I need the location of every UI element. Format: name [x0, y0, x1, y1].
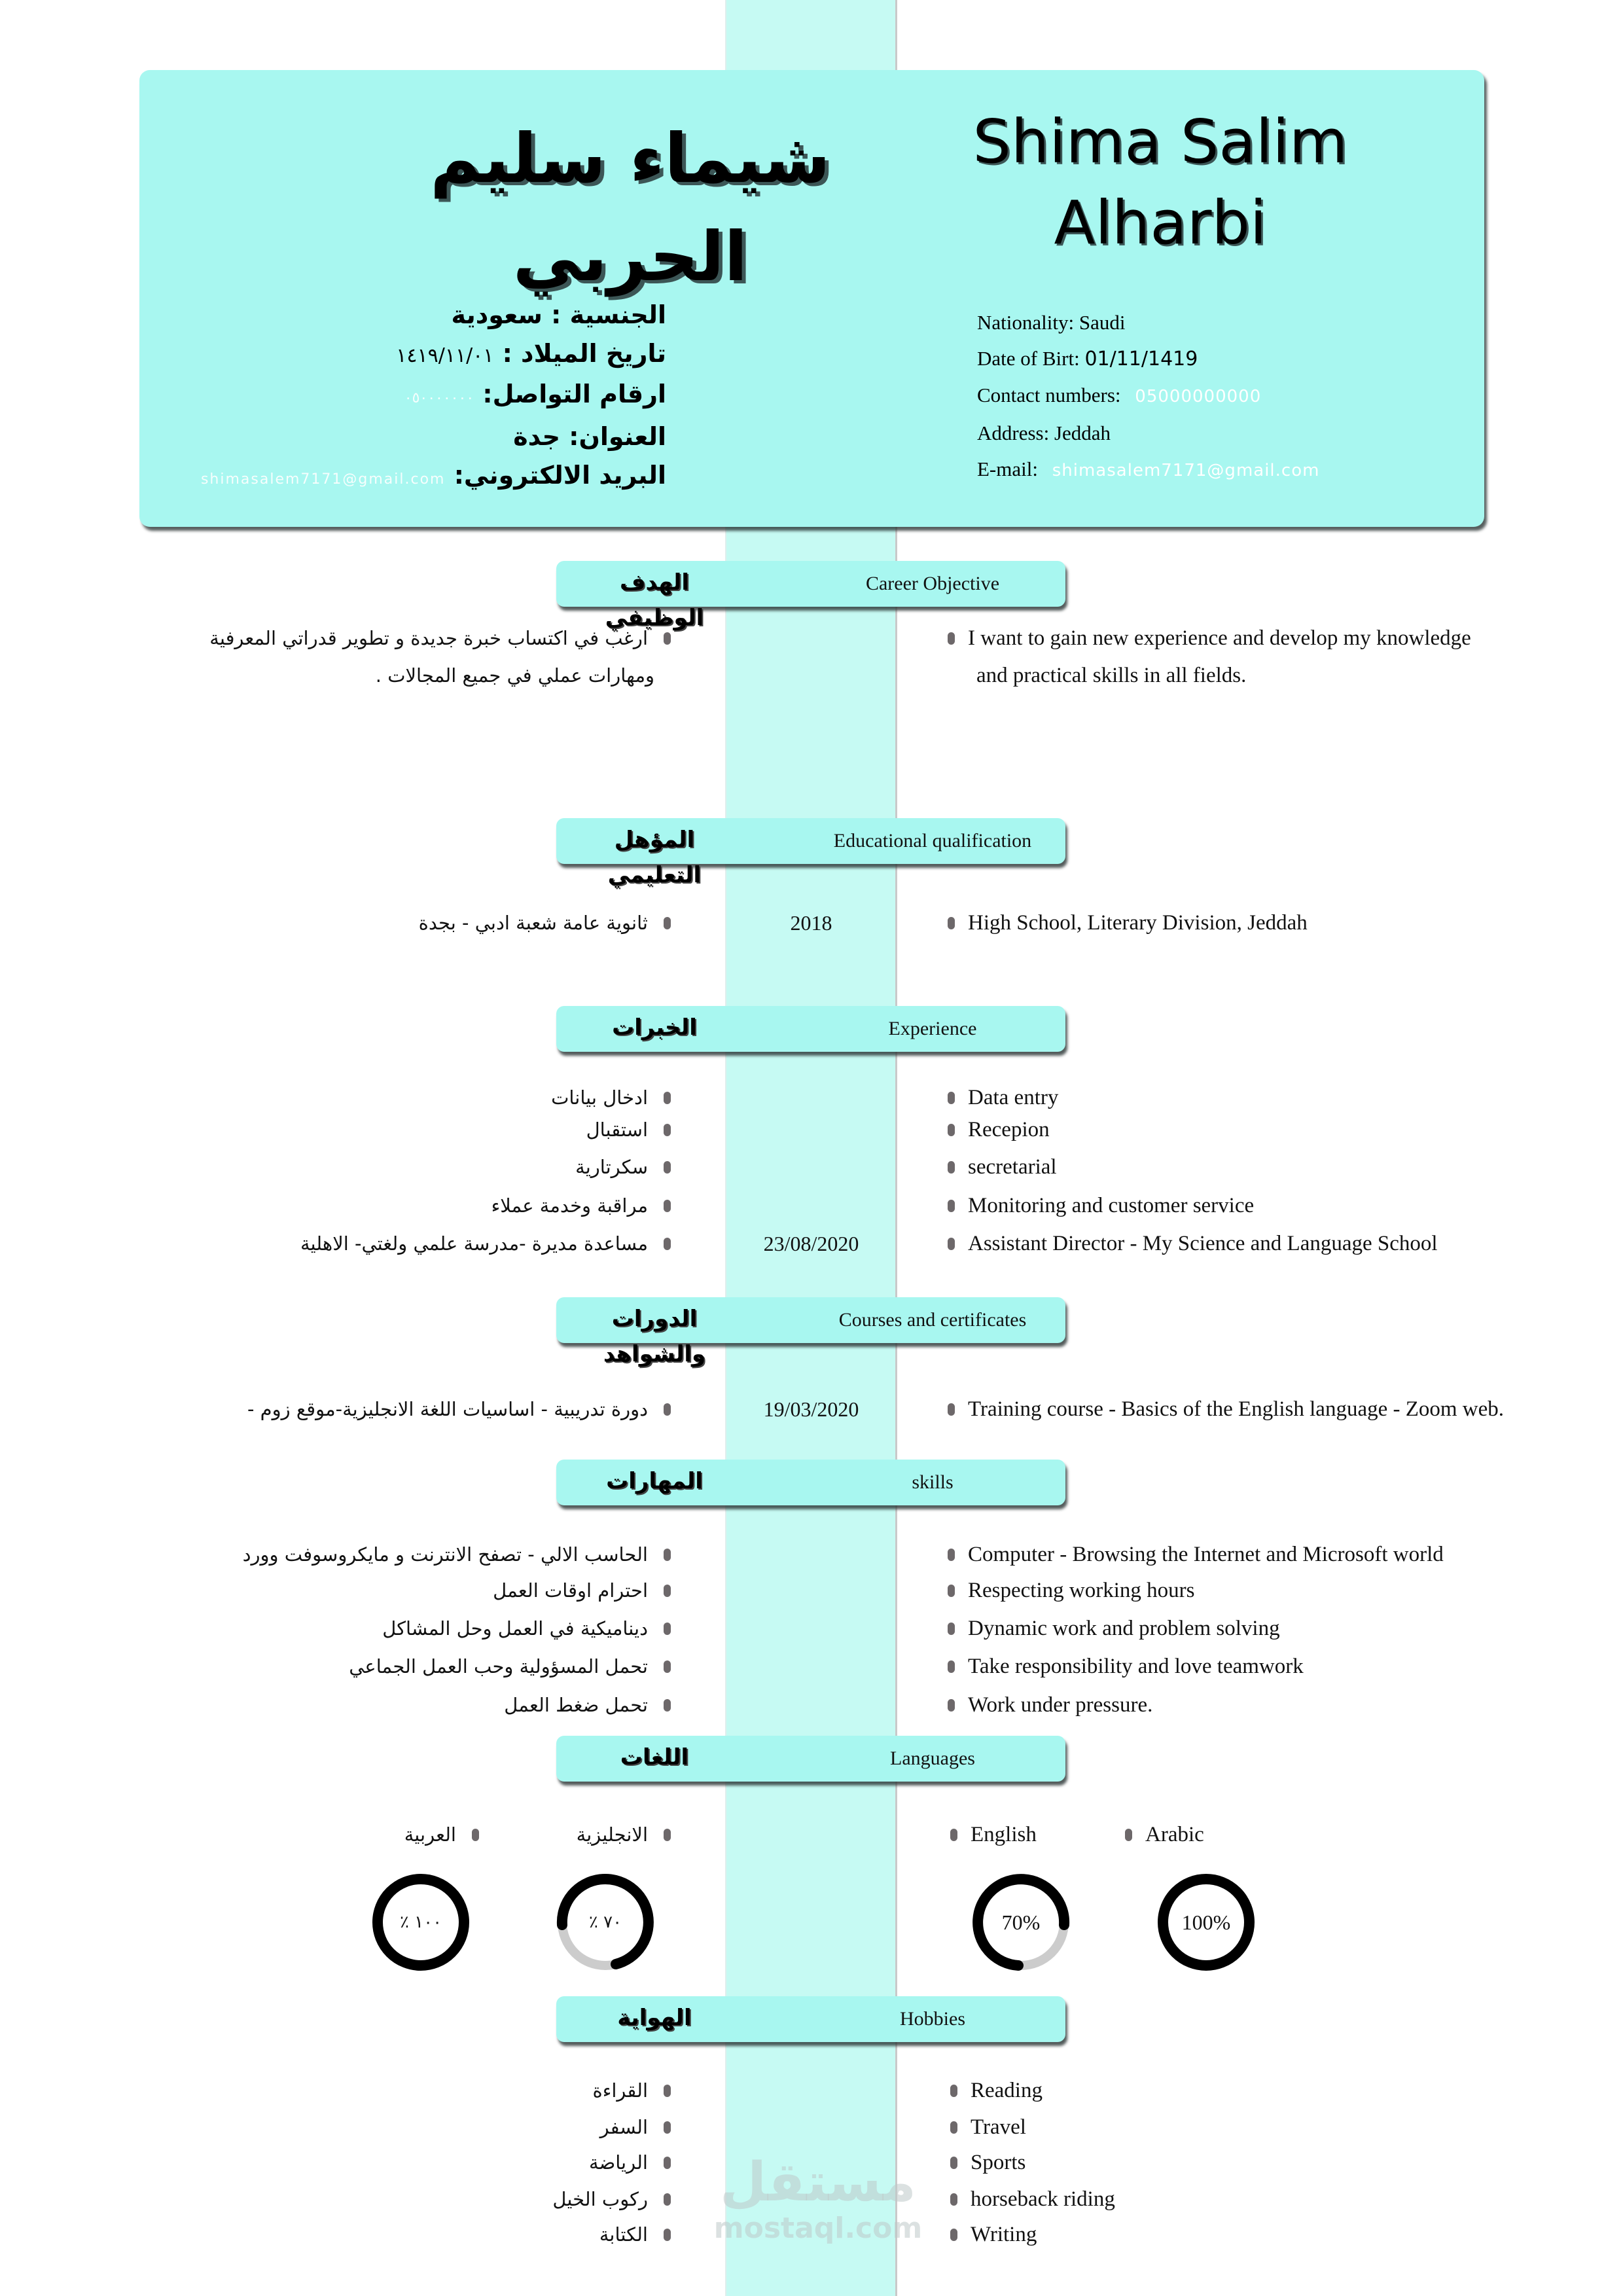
bullet-icon	[664, 2193, 671, 2206]
bullet-icon	[948, 1238, 955, 1250]
info-en-dob: Date of Birt: 01/11/1419	[977, 347, 1198, 370]
personal-info-arabic	[77, 296, 666, 499]
bullet-icon	[664, 1403, 671, 1416]
bullet-icon	[664, 2085, 671, 2097]
section-header-skills	[556, 1460, 1065, 1505]
section-title-ar: الدورات والشواهد	[603, 1306, 706, 1367]
bullet-icon	[664, 1200, 671, 1212]
experience-item-ar: سكرتارية	[575, 1153, 671, 1181]
section-header-education	[556, 818, 1065, 888]
bullet-icon	[1125, 1829, 1132, 1841]
info-en-nationality: Nationality: Saudi	[977, 311, 1126, 334]
hobby-item-ar: الكتابة	[599, 2220, 671, 2249]
language-label-en-english: English	[950, 1820, 1037, 1849]
experience-item-en: secretarial	[948, 1153, 1057, 1181]
bullet-icon	[664, 1092, 671, 1104]
watermark-url: mostaql.com	[713, 2212, 923, 2245]
bullet-icon	[472, 1829, 479, 1841]
bullet-icon	[948, 1660, 955, 1673]
bullet-icon	[948, 1585, 955, 1597]
language-label-ar-english: الانجليزية	[577, 1820, 671, 1849]
skill-item-en: Dynamic work and problem solving	[948, 1614, 1280, 1643]
bullet-icon	[950, 1829, 957, 1841]
section-header-languages	[556, 1736, 1065, 1782]
name-ar-line2: الحربي	[512, 217, 748, 296]
section-title-en: Experience	[888, 1018, 977, 1039]
name-en-line2: Alharbi	[1054, 188, 1267, 258]
objective-ar-line2: ومهارات عملي في جميع المجالات .	[375, 664, 654, 687]
experience-item-en: Assistant Director - My Science and Language School	[948, 1229, 1438, 1258]
section-title-ar: الخبرات	[612, 1014, 697, 1041]
name-en-line1: Shima Salim	[972, 107, 1348, 177]
bullet-icon	[948, 1124, 955, 1136]
progress-ring-english-ar	[556, 1873, 655, 1972]
section-title-en: Career Objective	[865, 573, 1000, 594]
info-en-address: Address: Jeddah	[977, 422, 1111, 444]
bullet-icon	[948, 1549, 955, 1561]
experience-item-en: Monitoring and customer service	[948, 1191, 1254, 1220]
hobby-item-ar: ركوب الخيل	[552, 2185, 671, 2214]
hobby-item-en: Writing	[950, 2220, 1037, 2249]
bullet-icon	[664, 1829, 671, 1841]
section-header-hobbies	[556, 1996, 1065, 2042]
bullet-icon	[664, 1660, 671, 1673]
experience-item-ar: مساعدة مديرة -مدرسة علمي ولغتي- الاهلية	[300, 1229, 671, 1258]
section-title-ar: الهواية	[617, 2005, 692, 2031]
progress-ring-arabic-ar	[371, 1873, 471, 1972]
name-english	[899, 101, 1422, 264]
skill-item-en: Work under pressure.	[948, 1691, 1152, 1719]
experience-item-en: Recepion	[948, 1115, 1050, 1144]
section-title-ar: المؤهل التعليمي	[607, 827, 702, 888]
section-title-ar: الهدف الوظيفي	[605, 569, 704, 631]
course-item-ar: دورة تدريبية - اساسيات اللغة الانجليزية-موقع زوم -	[247, 1395, 671, 1424]
section-header-objective	[556, 561, 1065, 631]
bullet-icon	[948, 1161, 955, 1174]
objective-ar-line1: ارغب في اكتساب خبرة جديدة و تطوير قدراتي المعرفية	[209, 624, 671, 653]
info-ar-email: البريد الالكتروني: shimasalem7171@gmail.com	[200, 461, 666, 490]
skill-item-en: Computer - Browsing the Internet and Microsoft world	[948, 1540, 1444, 1569]
bullet-icon	[664, 1238, 671, 1250]
hobby-item-ar: الرياضة	[589, 2148, 671, 2177]
skill-item-en: Take responsibility and love teamwork	[948, 1652, 1304, 1681]
ring-percent-label: 100%	[1181, 1910, 1231, 1934]
progress-ring-arabic-en	[1156, 1873, 1256, 1972]
hobby-item-en: Travel	[950, 2113, 1026, 2142]
skill-item-ar: احترام اوقات العمل	[493, 1576, 671, 1605]
info-ar-dob: تاريخ الميلاد : ١٤١٩/١١/٠١	[396, 339, 666, 368]
bullet-icon	[950, 2121, 957, 2134]
section-header-experience	[556, 1006, 1065, 1052]
objective-en-line1: I want to gain new experience and develop my knowledge	[948, 624, 1471, 653]
bullet-icon	[950, 2085, 957, 2097]
section-title-en: Courses and certificates	[838, 1309, 1027, 1331]
bullet-icon	[948, 1200, 955, 1212]
skill-item-ar: تحمل ضغط العمل	[504, 1691, 671, 1719]
personal-info-english	[977, 304, 1474, 489]
info-en-contact: Contact numbers: 05000000000	[977, 384, 1262, 406]
hobby-item-en: Sports	[950, 2148, 1026, 2177]
bullet-icon	[664, 917, 671, 929]
education-item-ar: ثانوية عامة شعبة ادبي - بجدة	[419, 908, 671, 937]
mostaql-watermark	[713, 2153, 923, 2245]
ring-percent-label: ٧٠ ٪	[588, 1912, 622, 1932]
section-title-en: Educational qualification	[833, 830, 1032, 852]
skill-item-en: Respecting working hours	[948, 1576, 1194, 1605]
bullet-icon	[948, 1623, 955, 1635]
bullet-icon	[948, 632, 955, 645]
hobby-item-en: horseback riding	[950, 2185, 1115, 2214]
education-item-en: High School, Literary Division, Jeddah	[948, 908, 1308, 937]
bullet-icon	[948, 917, 955, 929]
info-ar-contact: ارقام التواصل: ٠٥٠٠٠٠٠٠٠	[404, 380, 666, 408]
experience-item-ar: ادخال بيانات	[551, 1083, 671, 1112]
bullet-icon	[664, 1549, 671, 1561]
bullet-icon	[664, 1161, 671, 1174]
section-title-en: Languages	[890, 1748, 975, 1769]
info-ar-address: العنوان: جدة	[513, 422, 666, 451]
progress-ring-english-en	[971, 1873, 1071, 1972]
hobby-item-ar: القراءة	[593, 2076, 671, 2105]
header-card	[139, 70, 1484, 527]
course-item-en: Training course - Basics of the English language - Zoom web.	[948, 1395, 1504, 1424]
bullet-icon	[664, 1699, 671, 1712]
bullet-icon	[948, 1403, 955, 1416]
section-header-courses	[556, 1297, 1065, 1367]
bullet-icon	[950, 2157, 957, 2169]
ring-percent-label: ١٠٠ ٪	[399, 1912, 442, 1932]
bullet-icon	[664, 2229, 671, 2241]
skill-item-ar: تحمل المسؤولية وحب العمل الجماعي	[349, 1652, 671, 1681]
watermark-logo-ar: مستقل	[720, 2151, 916, 2214]
bullet-icon	[664, 1585, 671, 1597]
name-ar-line1: شيماء سليم	[430, 118, 830, 198]
info-en-email: E-mail: shimasalem7171@gmail.com	[977, 457, 1320, 480]
section-title-en: Hobbies	[900, 2008, 965, 2030]
hobby-item-ar: السفر	[600, 2113, 671, 2142]
experience-item-ar: استقبال	[586, 1115, 671, 1144]
section-title-en: skills	[912, 1471, 954, 1493]
bullet-icon	[664, 1124, 671, 1136]
section-title-ar: اللغات	[620, 1744, 689, 1770]
experience-item-en: Data entry	[948, 1083, 1058, 1112]
objective-en-line2: and practical skills in all fields.	[976, 664, 1247, 687]
bullet-icon	[664, 2157, 671, 2169]
experience-item-ar: مراقبة وخدمة عملاء	[491, 1191, 671, 1220]
bullet-icon	[664, 632, 671, 645]
bullet-icon	[948, 1699, 955, 1712]
bullet-icon	[950, 2229, 957, 2241]
bullet-icon	[664, 1623, 671, 1635]
ring-percent-label: 70%	[1001, 1910, 1041, 1934]
hobby-item-en: Reading	[950, 2076, 1043, 2105]
bullet-icon	[950, 2193, 957, 2206]
skill-item-ar: الحاسب الالي - تصفح الانترنت و مايكروسوفت وورد	[243, 1540, 671, 1569]
bullet-icon	[664, 2121, 671, 2134]
language-label-en-arabic: Arabic	[1125, 1820, 1204, 1849]
name-arabic	[401, 109, 859, 306]
skill-item-ar: ديناميكية في العمل وحل المشاكل	[382, 1614, 671, 1643]
course-date: 19/03/2020	[763, 1397, 859, 1421]
experience-date: 23/08/2020	[763, 1232, 859, 1255]
section-title-ar: المهارات	[606, 1468, 703, 1494]
language-label-ar-arabic: العربية	[404, 1820, 479, 1849]
bullet-icon	[948, 1092, 955, 1104]
info-ar-nationality: الجنسية : سعودية	[451, 300, 666, 329]
education-date: 2018	[790, 911, 832, 935]
